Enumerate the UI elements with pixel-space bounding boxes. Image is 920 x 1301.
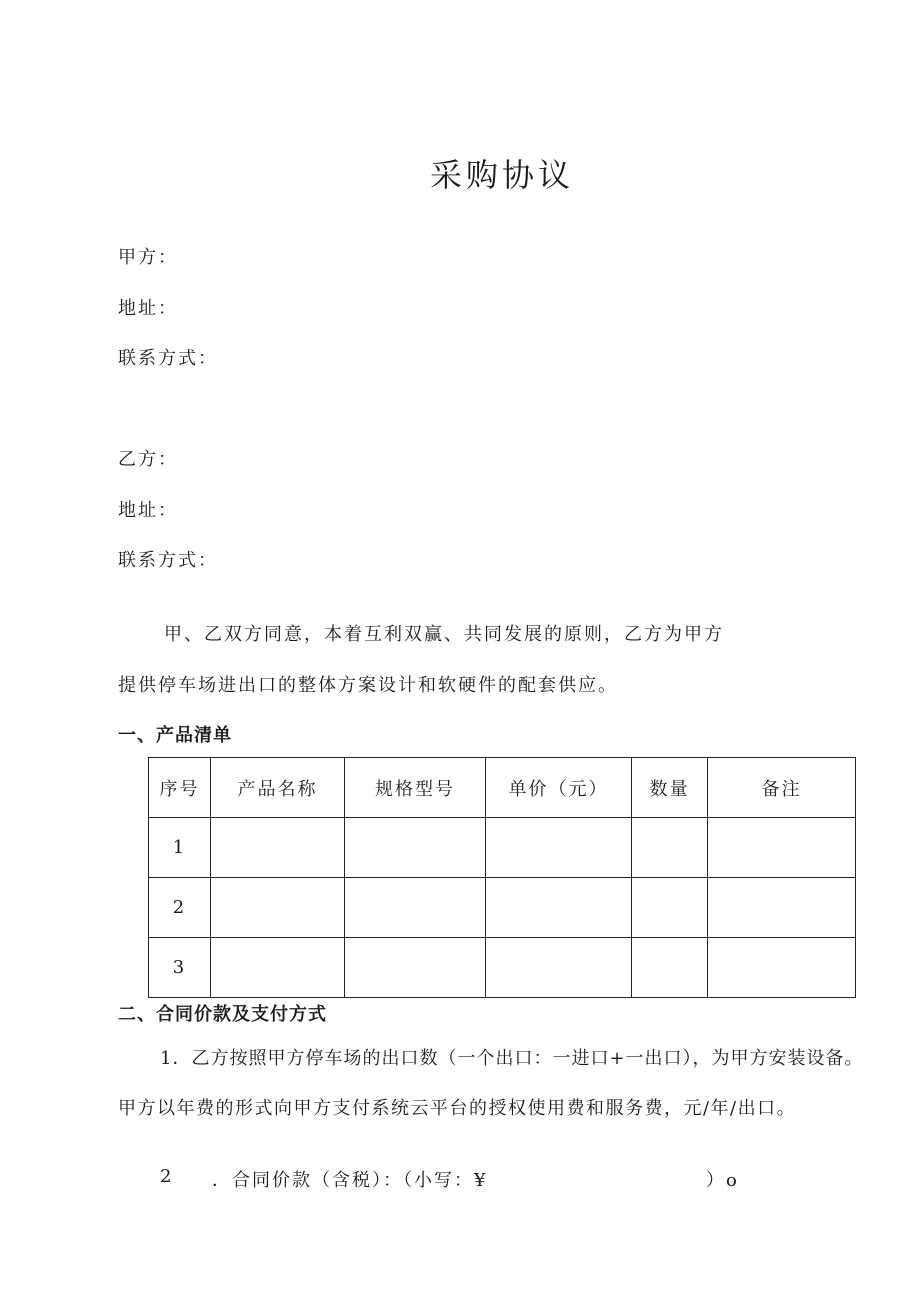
party-b-label: 乙方：	[118, 449, 178, 470]
table-cell	[486, 878, 632, 938]
header-cell: 单价（元）	[486, 758, 632, 818]
table-cell	[211, 878, 345, 938]
payment-item-1-line-1: 1．乙方按照甲方停车场的出口数（一个出口：一进口+一出口），为甲方安装设备。	[160, 1048, 864, 1069]
table-row	[149, 878, 856, 938]
table-cell	[211, 818, 345, 878]
table-row	[149, 818, 856, 878]
party-a-contact-label: 联系方式：	[118, 348, 218, 369]
party-b-address-label: 地址：	[118, 500, 178, 521]
header-cell: 规格型号	[345, 758, 486, 818]
payment-item-1-line-2: 甲方以年费的形式向甲方支付系统云平台的授权使用费和服务费，元/年/出口。	[118, 1098, 797, 1119]
table-cell	[708, 938, 856, 998]
section-2-heading: 二、合同价款及支付方式	[118, 1004, 327, 1025]
party-b-contact-label: 联系方式：	[118, 550, 218, 571]
table-cell	[632, 878, 708, 938]
table-cell: 2	[149, 878, 211, 938]
payment-item-2-number: 2	[160, 1166, 174, 1187]
table-cell	[708, 878, 856, 938]
table-cell	[345, 938, 486, 998]
table-cell	[486, 938, 632, 998]
table-cell	[632, 938, 708, 998]
table-cell	[345, 878, 486, 938]
payment-item-2-end: ）o	[706, 1170, 739, 1191]
party-a-label: 甲方：	[118, 247, 178, 268]
table-cell	[708, 818, 856, 878]
table-cell	[211, 938, 345, 998]
table-cell: 1	[149, 818, 211, 878]
intro-line-1: 甲、乙双方同意，本着互利双赢、共同发展的原则，乙方为甲方	[164, 624, 724, 645]
header-cell: 数量	[632, 758, 708, 818]
header-cell: 序号	[149, 758, 211, 818]
table-cell	[632, 818, 708, 878]
payment-item-2-text: ．合同价款（含税）：（小写：¥	[212, 1170, 488, 1191]
product-table	[148, 757, 856, 998]
party-a-address-label: 地址：	[118, 298, 178, 319]
header-cell: 备注	[708, 758, 856, 818]
table-cell: 3	[149, 938, 211, 998]
table-header-row	[149, 758, 856, 818]
section-1-heading: 一、产品清单	[118, 725, 232, 746]
table-cell	[486, 818, 632, 878]
intro-line-2: 提供停车场进出口的整体方案设计和软硬件的配套供应。	[118, 675, 618, 696]
document-title: 采购协议	[429, 156, 574, 194]
header-cell: 产品名称	[211, 758, 345, 818]
table-cell	[345, 818, 486, 878]
table-row	[149, 938, 856, 998]
